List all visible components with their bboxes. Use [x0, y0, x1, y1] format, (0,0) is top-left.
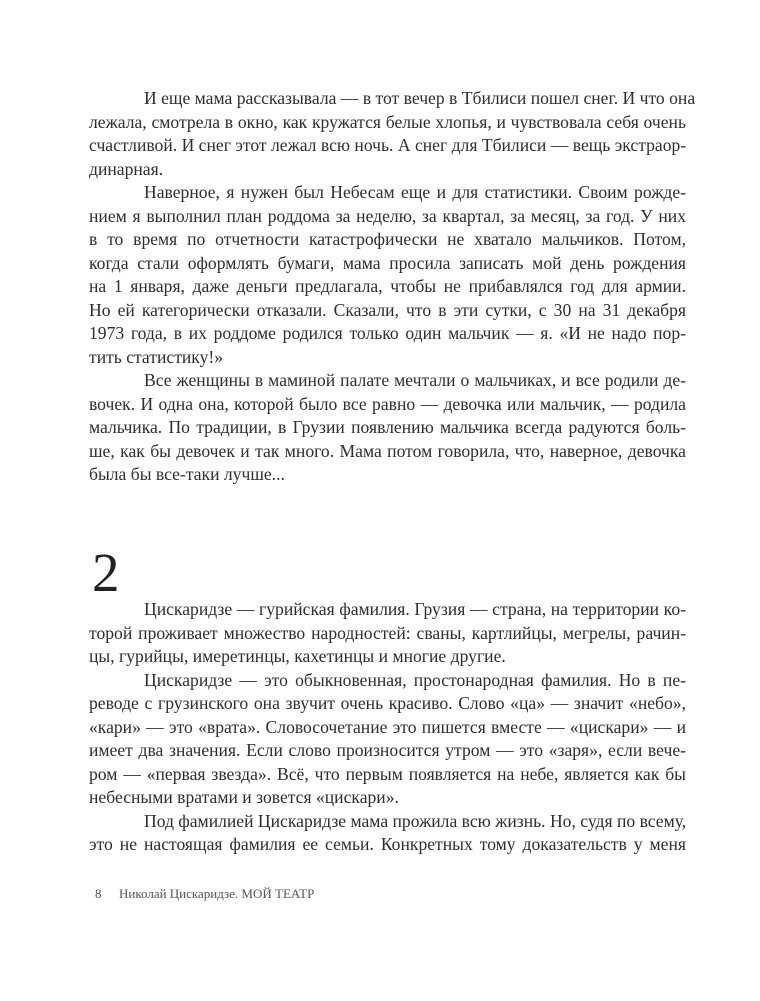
text-line: ром — «первая звезда». Всё, что первым появляется на небе, является как бы — [89, 763, 686, 784]
text-line: Наверное, я нужен был Небесам еще и для статистики. Своим рожде- — [144, 182, 686, 202]
text-line: это не настоящая фамилия ее семьи. Конкретных тому доказательств у меня — [89, 834, 686, 854]
text-line: Все женщины в маминой палате мечтали о мальчиках, и все родили де- — [144, 370, 686, 390]
text-line: имеет два значения. Если слово произносится утром — это «заря», если вече- — [89, 740, 686, 760]
text-line: Но ей категорически отказали. Сказали, что в эти сутки, с 30 на 31 декабря — [89, 299, 686, 320]
text-line: лежала, смотрела в окно, как кружатся белые хлопья, и чувствовала себя очень — [89, 111, 686, 132]
paragraph — [89, 181, 686, 369]
chapter-number: 2 — [92, 542, 120, 603]
text-line: цы, гурийцы, имеретинцы, кахетинцы и многие другие. — [89, 646, 506, 666]
text-line: счастливой. И снег этот лежал всю ночь. А снег для Тбилиси — вещь экстраор- — [89, 135, 687, 155]
text-line: реводе с грузинского она звучит очень красиво. Слово «ца» — значит «небо», — [89, 693, 686, 713]
text-line: тить статистику!» — [89, 346, 224, 367]
paragraph — [89, 598, 686, 669]
text-line: когда стали оформлять бумаги, мама просила записать мой день рождения — [89, 252, 686, 273]
page-footer — [95, 886, 314, 902]
text-line: была бы все-таки лучше... — [89, 464, 285, 484]
text-line: на 1 января, даже деньги предлагала, чтобы не прибавлялся год для армии. — [89, 276, 686, 296]
text-section-2 — [89, 598, 686, 857]
text-line: динарная. — [89, 158, 164, 179]
text-line: небесными вратами и зовется «цискари». — [89, 787, 399, 807]
text-section-1 — [89, 87, 696, 487]
page-number: 8 — [95, 886, 102, 901]
text-line: в то время по отчетности катастрофически не хватало мальчиков. Потом, — [89, 229, 686, 249]
text-line: ше, как бы девочек и так много. Мама потом говорила, что, наверное, девочка — [89, 440, 686, 461]
text-line: вочек. И одна она, которой было все равно — девочка или мальчик, — родила — [89, 393, 686, 414]
text-line: торой проживает множество народностей: сваны, картлийцы, мегрелы, рачин- — [89, 622, 686, 643]
text-line: нием я выполнил план роддома за неделю, за квартал, за месяц, за год. У них — [89, 205, 686, 226]
paragraph — [89, 810, 686, 857]
running-title: Николай Цискаридзе. МОЙ ТЕАТР — [119, 886, 315, 901]
text-line: 1973 года, в их роддоме родился только один мальчик — я. «И не надо пор- — [89, 323, 686, 343]
paragraph — [89, 369, 686, 487]
text-line: «кари» — это «врата». Словосочетание это пишется вместе — «цискари» — и — [89, 716, 686, 737]
paragraph — [89, 87, 696, 181]
text-line: Под фамилией Цискаридзе мама прожила всю жизнь. Но, судя по всему, — [144, 810, 687, 831]
text-line: мальчика. По традиции, в Грузии появлению мальчика всегда радуются боль- — [89, 417, 686, 437]
paragraph — [89, 669, 686, 810]
text-line: Цискаридзе — гурийская фамилия. Грузия — страна, на территории ко- — [144, 599, 686, 619]
text-line: Цискаридзе — это обыкновенная, простонародная фамилия. Но в пе- — [144, 669, 686, 690]
text-line: И еще мама рассказывала — в тот вечер в Тбилиси пошел снег. И что она — [144, 88, 696, 108]
